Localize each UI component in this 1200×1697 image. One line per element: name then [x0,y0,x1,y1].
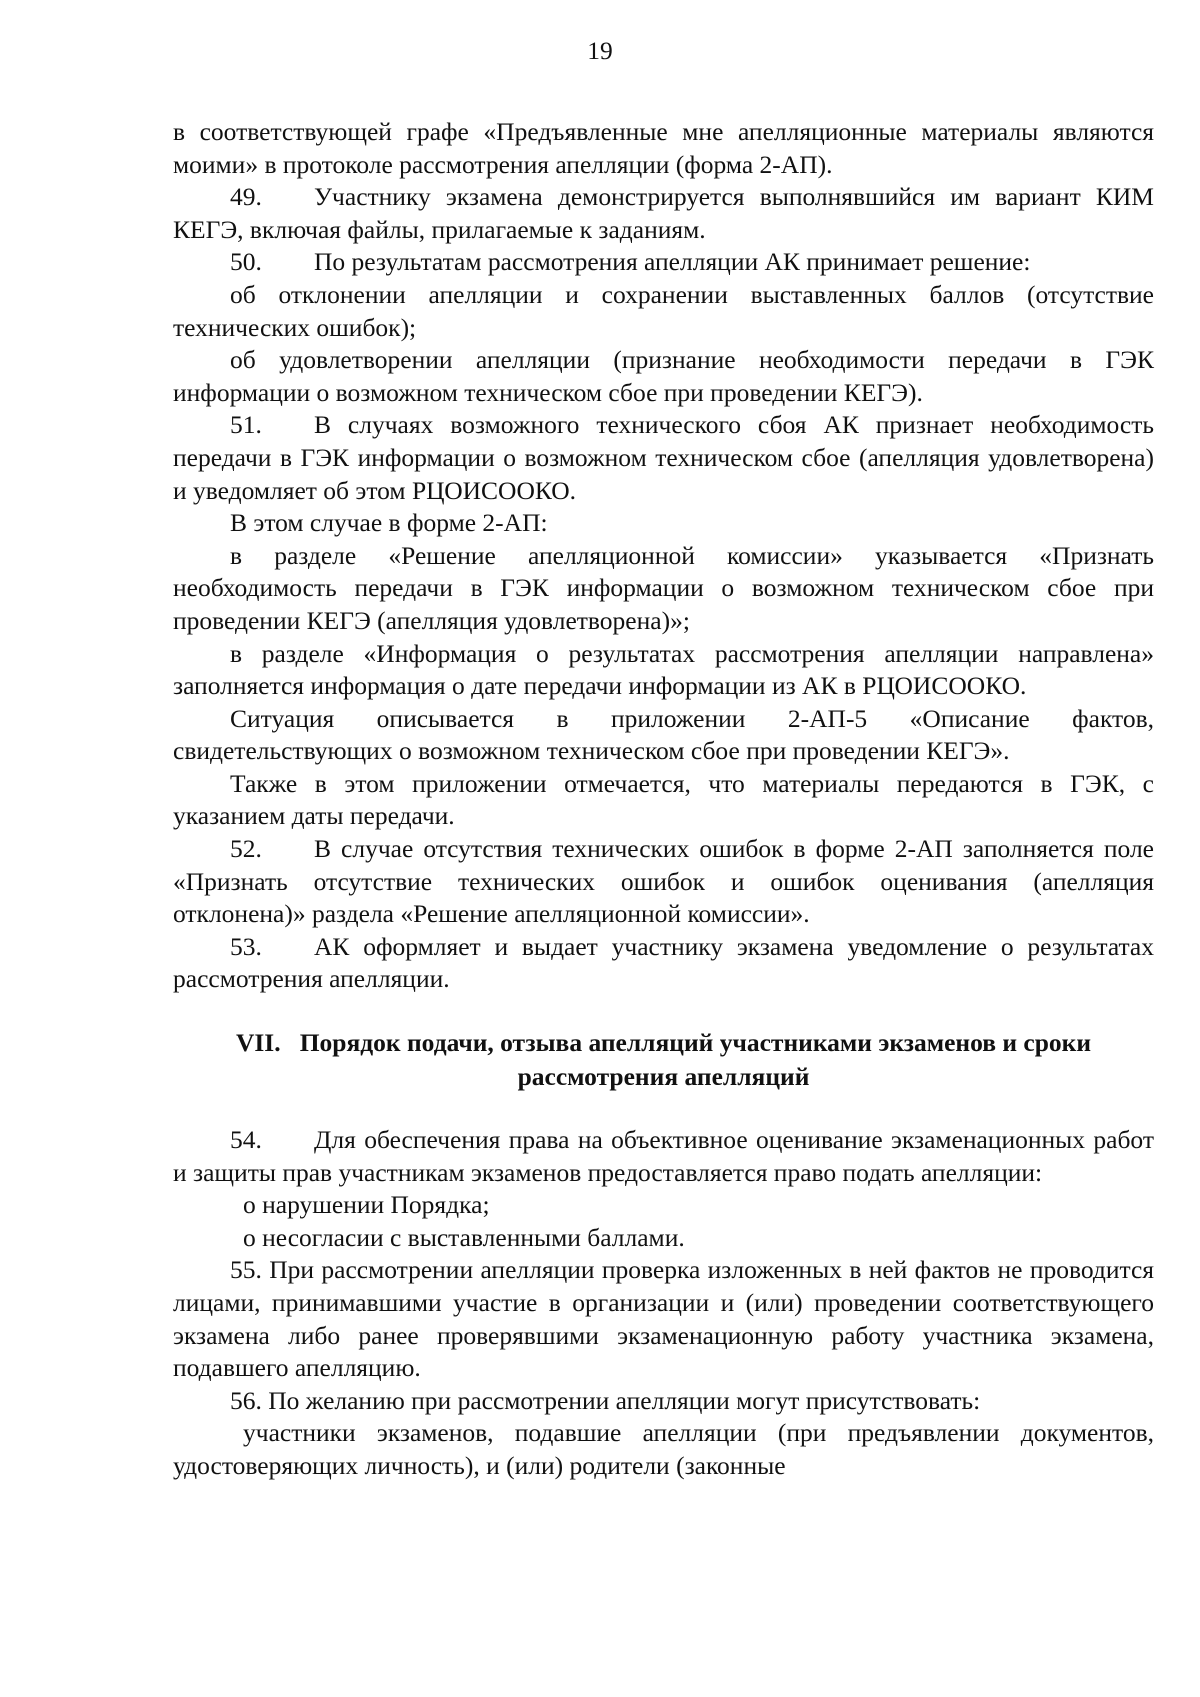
paragraph-54-item-disagreement: о несогласии с выставленными баллами. [243,1222,685,1252]
paragraph-53 [173,931,1154,996]
paragraph-50-option-reject: об отклонении апелляции и сохранении выставленных баллов (отсутствие технических ошибок); [173,279,1154,342]
paragraph-51-info: в разделе «Информация о результатах рассмотрения апелляции направлена» заполняется информация о дате передачи информации из АК в РЦОИСООКО. [173,638,1154,701]
paragraph-56-participants: участники экзаменов, подавшие апелляции (при предъявлении документов, удостоверяющих личность), и (или) родители (законные [173,1418,1154,1480]
section-heading-line-1 [173,1026,1154,1060]
item-number: 54. [230,1125,262,1155]
section-heading [173,1026,1154,1094]
paragraph-text: Для обеспечения права на объективное оценивание экзаменационных работ и защиты прав участникам экзаменов предоставляется право подать апелляции: [173,1125,1154,1187]
paragraph-50 [173,246,1154,279]
item-number: 50. [230,247,262,277]
paragraph-52 [173,833,1154,931]
document-body [173,116,1154,1483]
paragraph-49 [173,181,1154,246]
paragraph-text: Участнику экзамена демонстрируется выполнявшийся им вариант КИМ КЕГЭ, включая файлы, прилагаемые к заданиям. [173,182,1154,244]
item-number: 52. [230,834,262,864]
section-roman-numeral: VII. [235,1028,281,1058]
paragraph-54-item-violation: о нарушении Порядка; [243,1190,490,1220]
paragraph-text: В случаях возможного технического сбоя АК признает необходимость передачи в ГЭК информации о возможном техническом сбое (апелляция удовлетворена) и уведомляет об этом РЦОИСООКО. [173,410,1154,505]
paragraph-continuation: в соответствующей графе «Предъявленные мне апелляционные материалы являются моими» в протоколе рассмотрения апелляции (форма 2-АП). [173,117,1154,179]
paragraph-51-intro: В этом случае в форме 2-АП: [230,508,548,538]
section-title-part-1: Порядок подачи, отзыва апелляций участниками экзаменов и сроки [299,1028,1092,1058]
paragraph-54 [173,1124,1154,1189]
paragraph-50-option-accept: об удовлетворении апелляции (признание необходимости передачи в ГЭК информации о возможном техническом сбое при проведении КЕГЭ). [173,345,1154,407]
paragraph-text: АК оформляет и выдает участнику экзамена уведомление о результатах рассмотрения апелляции. [173,931,1154,994]
paragraph-51 [173,409,1154,507]
paragraph-51-note: Также в этом приложении отмечается, что материалы передаются в ГЭК, с указанием даты передачи. [173,768,1154,831]
page-number: 19 [587,36,613,65]
paragraph-51-decision: в разделе «Решение апелляционной комиссии» указывается «Признать необходимость передачи в ГЭК информации о возможном техническом сбое при проведении КЕГЭ (апелляция удовлетворена)»; [173,540,1154,635]
paragraph-text: В случае отсутствия технических ошибок в форме 2-АП заполняется поле «Признать отсутствие технических ошибок и ошибок оценивания (апелляция отклонена)» раздела «Решение апелляционной комиссии». [173,834,1154,929]
item-number: 53. [230,931,262,961]
section-title-part-2: рассмотрения апелляций [517,1062,810,1092]
item-number: 49. [230,182,262,212]
paragraph-56: 56. По желанию при рассмотрении апелляции могут присутствовать: [230,1385,981,1415]
item-number: 51. [230,410,262,440]
paragraph-51-situation: Ситуация описывается в приложении 2-АП-5 «Описание фактов, свидетельствующих о возможном техническом сбое при проведении КЕГЭ». [173,703,1154,766]
paragraph-55: 55. При рассмотрении апелляции проверка изложенных в ней фактов не проводится лицами, принимавшими участие в организации и (или) проведении соответствующего экзамена либо ранее проверявшими экзаменационную работу участника экзамена, подавшего апелляцию. [173,1255,1154,1383]
paragraph-text: По результатам рассмотрения апелляции АК принимает решение: [314,247,1031,277]
